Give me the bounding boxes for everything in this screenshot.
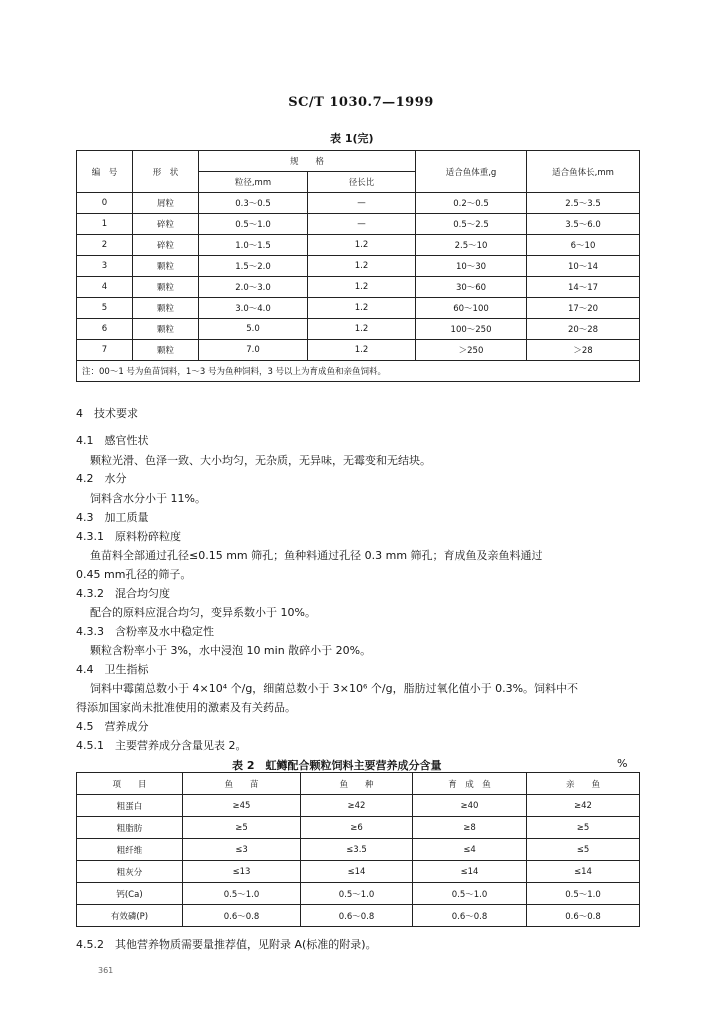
- col-header-fry: 鱼 苗: [183, 773, 301, 795]
- col-header-grower: 育 成 鱼: [413, 773, 527, 795]
- table-cell: 2.5～10: [416, 235, 527, 256]
- section-4-3-2-heading: 4.3.2 混合均匀度: [76, 587, 170, 600]
- table-cell: 0.6～0.8: [527, 905, 640, 927]
- table2-nutrition: [76, 772, 640, 927]
- section-4-1-heading: 4.1 感官性状: [76, 434, 149, 447]
- col-header-item: 项 目: [77, 773, 183, 795]
- table-cell: 100～250: [416, 319, 527, 340]
- table-cell: —: [308, 214, 416, 235]
- col-header-spec: 规 格: [199, 151, 416, 172]
- table1-note: 注：00～1 号为鱼苗饲料，1～3 号为鱼种饲料，3 号以上为育成鱼和亲鱼饲料。: [77, 361, 640, 382]
- table-cell: 60～100: [416, 298, 527, 319]
- table-cell: ≥40: [413, 795, 527, 817]
- table-cell: 14～17: [527, 277, 640, 298]
- table-cell: 20～28: [527, 319, 640, 340]
- table-cell: 碎粒: [133, 214, 199, 235]
- col-header-fingerling: 鱼 种: [301, 773, 413, 795]
- table-cell: 颗粒: [133, 340, 199, 361]
- table-row: [77, 214, 640, 235]
- col-header-shape: 形 状: [133, 151, 199, 193]
- section-4-3-3-text: 颗粒含粉率小于 3%，水中浸泡 10 min 散碎小于 20%。: [90, 644, 372, 657]
- table-cell: ≤13: [183, 861, 301, 883]
- table-row: [77, 319, 640, 340]
- table-row: [77, 235, 640, 256]
- col-header-fish-length: 适合鱼体长,mm: [527, 151, 640, 193]
- table-cell: 0.6～0.8: [301, 905, 413, 927]
- table-cell: ≥5: [527, 817, 640, 839]
- section-4-2-heading: 4.2 水分: [76, 472, 127, 485]
- page-number: 361: [98, 966, 114, 975]
- table1-caption: 表 1(完): [330, 132, 374, 145]
- table-cell: ＞28: [527, 340, 640, 361]
- section-4-5-2-heading: 4.5.2 其他营养物质需要量推荐值，见附录 A(标准的附录)。: [76, 938, 377, 951]
- table-row: [77, 817, 640, 839]
- table-row: [77, 861, 640, 883]
- table-cell: 1.2: [308, 235, 416, 256]
- table-row: [77, 256, 640, 277]
- col-header-broodstock: 亲 鱼: [527, 773, 640, 795]
- section-4-3-3-heading: 4.3.3 含粉率及水中稳定性: [76, 625, 214, 638]
- table-cell: ≤14: [413, 861, 527, 883]
- table-cell: 粗纤维: [77, 839, 183, 861]
- table-cell: 颗粒: [133, 256, 199, 277]
- table-cell: ≥8: [413, 817, 527, 839]
- table-row: [77, 795, 640, 817]
- table-row: [77, 839, 640, 861]
- table-cell: 7.0: [199, 340, 308, 361]
- table-cell: ≤14: [527, 861, 640, 883]
- page-header-code: SC/T 1030.7—1999: [288, 95, 434, 110]
- table-cell: 0.5～1.0: [527, 883, 640, 905]
- table-cell: ≤14: [301, 861, 413, 883]
- col-header-number: 编 号: [77, 151, 133, 193]
- table-cell: ≥5: [183, 817, 301, 839]
- table-cell: ＞250: [416, 340, 527, 361]
- table-cell: ≥42: [527, 795, 640, 817]
- section-4-5-1-heading: 4.5.1 主要营养成分含量见表 2。: [76, 739, 247, 752]
- table-cell: 粗灰分: [77, 861, 183, 883]
- table-cell: ≥45: [183, 795, 301, 817]
- table-cell: 0.5～2.5: [416, 214, 527, 235]
- table-cell: 3: [77, 256, 133, 277]
- col-header-fish-weight: 适合鱼体重,g: [416, 151, 527, 193]
- table-cell: 0.5～1.0: [199, 214, 308, 235]
- table-cell: 5: [77, 298, 133, 319]
- table-cell: 0: [77, 193, 133, 214]
- table-cell: 4: [77, 277, 133, 298]
- section-4-3-2-text: 配合的原料应混合均匀，变异系数小于 10%。: [90, 606, 316, 619]
- section-4-4-text: 饲料中霉菌总数小于 4×10⁴ 个/g，细菌总数小于 3×10⁶ 个/g，脂肪过氧化值小于 0.3%。饲料中不: [90, 682, 579, 695]
- table-cell: ≤4: [413, 839, 527, 861]
- section-4-1-text: 颗粒光滑、色泽一致、大小均匀，无杂质，无异味，无霉变和无结块。: [90, 454, 431, 467]
- table-cell: —: [308, 193, 416, 214]
- col-header-particle-size: 粒径,mm: [199, 172, 308, 193]
- section-4-3-1-heading: 4.3.1 原料粉碎粒度: [76, 530, 181, 543]
- table-cell: 6～10: [527, 235, 640, 256]
- table1-particle-spec: [76, 150, 640, 382]
- table-cell: ≤3.5: [301, 839, 413, 861]
- section-4-5-heading: 4.5 营养成分: [76, 720, 149, 733]
- table-cell: 10～14: [527, 256, 640, 277]
- table2-caption: 表 2 虹鳟配合颗粒饲料主要营养成分含量: [232, 759, 442, 772]
- table-cell: 屑粒: [133, 193, 199, 214]
- table-cell: 粗脂肪: [77, 817, 183, 839]
- table-cell: 1.2: [308, 256, 416, 277]
- table-row: [77, 883, 640, 905]
- section-4-3-heading: 4.3 加工质量: [76, 511, 149, 524]
- table2-unit: %: [617, 757, 628, 770]
- table-cell: 30～60: [416, 277, 527, 298]
- table-cell: 1.5～2.0: [199, 256, 308, 277]
- section-4-3-1-text-cont: 0.45 mm孔径的筛子。: [76, 568, 192, 581]
- table-cell: 颗粒: [133, 319, 199, 340]
- table-cell: 3.5～6.0: [527, 214, 640, 235]
- col-header-aspect-ratio: 径长比: [308, 172, 416, 193]
- table-cell: 颗粒: [133, 277, 199, 298]
- table-cell: 1.2: [308, 298, 416, 319]
- table-cell: 7: [77, 340, 133, 361]
- table-row: [77, 277, 640, 298]
- table-cell: 3.0～4.0: [199, 298, 308, 319]
- table-cell: 10～30: [416, 256, 527, 277]
- table-row: [77, 193, 640, 214]
- table-cell: 0.5～1.0: [413, 883, 527, 905]
- table-cell: 粗蛋白: [77, 795, 183, 817]
- table-cell: 17～20: [527, 298, 640, 319]
- table-cell: 碎粒: [133, 235, 199, 256]
- section-4-4-heading: 4.4 卫生指标: [76, 663, 149, 676]
- table-cell: 2.5～3.5: [527, 193, 640, 214]
- table-cell: 2.0～3.0: [199, 277, 308, 298]
- table-cell: 0.3～0.5: [199, 193, 308, 214]
- table-cell: 5.0: [199, 319, 308, 340]
- table-cell: 1.2: [308, 340, 416, 361]
- table-cell: 2: [77, 235, 133, 256]
- table-row: [77, 905, 640, 927]
- table-cell: 0.6～0.8: [183, 905, 301, 927]
- table-cell: 6: [77, 319, 133, 340]
- table-cell: 0.6～0.8: [413, 905, 527, 927]
- table-cell: 钙(Ca): [77, 883, 183, 905]
- section-4-2-text: 饲料含水分小于 11%。: [90, 492, 206, 505]
- table-cell: 颗粒: [133, 298, 199, 319]
- table-cell: 1.2: [308, 319, 416, 340]
- table-cell: 1: [77, 214, 133, 235]
- table-cell: 0.5～1.0: [183, 883, 301, 905]
- table-row: [77, 340, 640, 361]
- table-cell: ≤3: [183, 839, 301, 861]
- section-4-heading: 4 技术要求: [76, 407, 138, 420]
- table-cell: ≥42: [301, 795, 413, 817]
- table-cell: 0.5～1.0: [301, 883, 413, 905]
- table-cell: ≥6: [301, 817, 413, 839]
- section-4-3-1-text: 鱼苗料全部通过孔径≤0.15 mm 筛孔；鱼种料通过孔径 0.3 mm 筛孔；育成鱼及亲鱼料通过: [90, 549, 543, 562]
- table-cell: 1.0～1.5: [199, 235, 308, 256]
- table-cell: 有效磷(P): [77, 905, 183, 927]
- section-4-4-text-cont: 得添加国家尚未批准使用的激素及有关药品。: [76, 701, 296, 714]
- table-row: [77, 298, 640, 319]
- table-cell: 0.2～0.5: [416, 193, 527, 214]
- table-cell: ≤5: [527, 839, 640, 861]
- table-cell: 1.2: [308, 277, 416, 298]
